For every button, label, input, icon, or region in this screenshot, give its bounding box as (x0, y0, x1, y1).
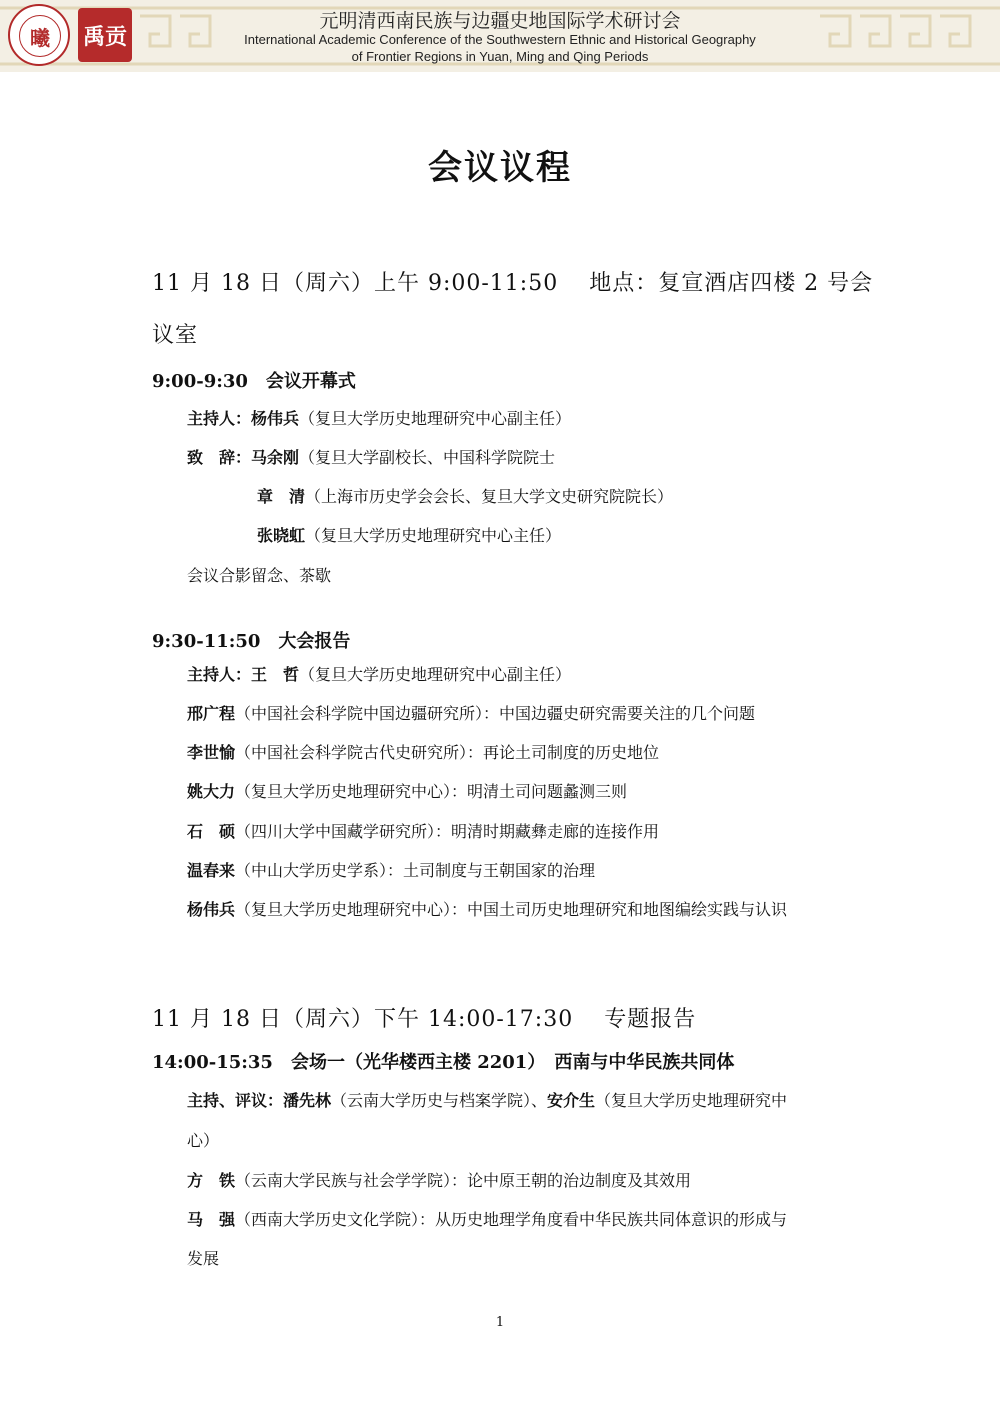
agenda-line (187, 819, 659, 842)
morning-heading-cont: 议室 (152, 323, 199, 348)
yugong-seal-logo (78, 8, 132, 62)
page-header (0, 0, 1000, 72)
talk-detail: （复旦大学历史地理研究中心）：中国土司历史地理研究和地图编绘实践与认识 (235, 900, 788, 919)
talk-detail: （云南大学民族与社会学学院）：论中原王朝的治边制度及其效用 (235, 1171, 692, 1190)
speaker-affiliation: （云南大学历史与档案学院）、 (331, 1091, 548, 1110)
agenda-line (187, 1207, 787, 1230)
speaker-name: 石 硕 (187, 822, 236, 841)
conference-title-en-line1: International Academic Conference of the Southwestern Ethnic and Historical Geography (244, 32, 756, 47)
talk-detail: （中国社会科学院中国边疆研究所）：中国边疆史研究需要关注的几个问题 (235, 704, 756, 723)
seal-text: 禹贡 (82, 23, 127, 50)
speaker-name: 主持人：杨伟兵 (187, 409, 300, 428)
speaker-affiliation: （复旦大学历史地理研究中 (595, 1091, 788, 1110)
speaker-name: 致 辞：马余刚 (187, 448, 300, 467)
agenda-note: 会议合影留念、茶歇 (187, 566, 332, 585)
talk-detail: （中国社会科学院古代史研究所）：再论土司制度的历史地位 (235, 743, 660, 762)
speaker-name: 方 铁 (187, 1171, 236, 1190)
agenda-line (187, 662, 571, 685)
agenda-line-cont (187, 1128, 219, 1151)
talk-detail: （复旦大学历史地理研究中心）：明清土司问题蠡测三则 (235, 782, 628, 801)
agenda-line (257, 484, 673, 507)
conference-title-en-line2: of Frontier Regions in Yuan, Ming and Qing Periods (351, 49, 649, 64)
speaker-affiliation: （上海市历史学会会长、复旦大学文史研究院院长） (305, 487, 674, 506)
talk-detail: （西南大学历史文化学院）：从历史地理学角度看中华民族共同体意识的形成与 (235, 1210, 788, 1229)
session-one-title: 14:00-15:35 会场一（光华楼西主楼 2201） 西南与中华民族共同体 (152, 1052, 735, 1073)
agenda-line (187, 740, 659, 763)
speaker-affiliation: （复旦大学历史地理研究中心副主任） (299, 665, 572, 684)
agenda-line (257, 523, 561, 546)
speaker-name: 安介生 (547, 1091, 596, 1110)
agenda-line (187, 779, 627, 802)
agenda-line (187, 897, 787, 920)
speaker-name: 章 清 (257, 487, 306, 506)
fudan-university-logo (8, 4, 70, 66)
talk-detail: （四川大学中国藏学研究所）：明清时期藏彝走廊的连接作用 (235, 822, 660, 841)
speaker-affiliation: （复旦大学历史地理研究中心副主任） (299, 409, 572, 428)
speaker-affiliation: 心） (187, 1131, 220, 1150)
opening-session-title: 9:00-9:30 会议开幕式 (152, 371, 356, 392)
afternoon-heading: 11 月 18 日（周六）下午 14:00-17:30 专题报告 (152, 1007, 697, 1032)
speaker-name: 温春来 (187, 861, 236, 880)
agenda-line (187, 1088, 787, 1111)
agenda-line (187, 445, 555, 468)
page-title: 会议议程 (428, 148, 572, 188)
speaker-name: 邢广程 (187, 704, 236, 723)
talk-detail: （中山大学历史学系）：土司制度与王朝国家的治理 (235, 861, 596, 880)
page-number: 1 (495, 1315, 505, 1330)
plenary-session-title: 9:30-11:50 大会报告 (152, 631, 351, 652)
conference-title-cn: 元明清西南民族与边疆史地国际学术研讨会 (319, 10, 681, 32)
speaker-name: 姚大力 (187, 782, 236, 801)
agenda-line (187, 701, 755, 724)
speaker-name: 主持人：王 哲 (187, 665, 300, 684)
agenda-line (187, 1168, 691, 1191)
talk-detail: 发展 (187, 1249, 220, 1268)
speaker-name: 主持、评议：潘先林 (187, 1091, 332, 1110)
speaker-name: 李世愉 (187, 743, 236, 762)
speaker-name: 马 强 (187, 1210, 236, 1229)
agenda-line (187, 406, 571, 429)
speaker-affiliation: （复旦大学副校长、中国科学院院士 (299, 448, 556, 467)
speaker-affiliation: （复旦大学历史地理研究中心主任） (305, 526, 562, 545)
agenda-line (187, 858, 595, 881)
morning-heading: 11 月 18 日（周六）上午 9:00-11:50 地点：复宣酒店四楼 2 号会 (152, 271, 874, 296)
speaker-name: 张晓虹 (257, 526, 306, 545)
logo-text: 曦 (30, 25, 50, 50)
agenda-line (187, 563, 331, 586)
agenda-line-cont (187, 1246, 219, 1269)
speaker-name: 杨伟兵 (187, 900, 236, 919)
